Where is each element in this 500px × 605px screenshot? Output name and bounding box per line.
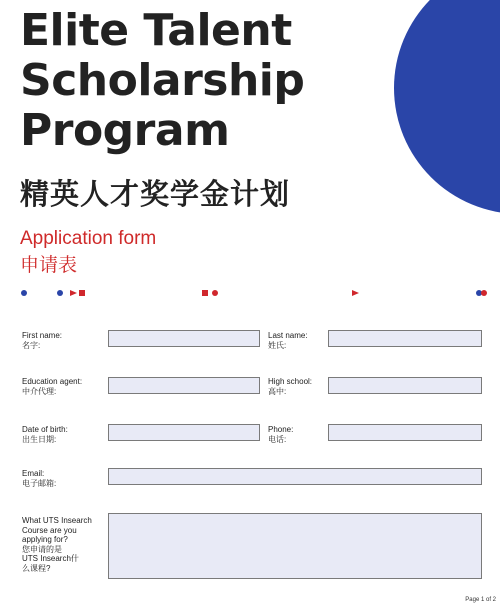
- last-name-field[interactable]: [328, 330, 482, 347]
- title-line-2: Scholarship: [20, 55, 305, 106]
- blue-dot-icon: [57, 290, 63, 296]
- page-title-chinese: 精英人才奖学金计划: [20, 177, 291, 211]
- phone-field[interactable]: [328, 424, 482, 441]
- education-agent-field[interactable]: [108, 377, 260, 394]
- course-label: What UTS Insearch Course are you applying for? 您申请的是 UTS Insearch什 么课程?: [22, 516, 92, 573]
- high-school-field[interactable]: [328, 377, 482, 394]
- high-school-label: High school: 高中:: [268, 377, 313, 396]
- date-of-birth-label: Date of birth: 出生日期:: [22, 425, 68, 444]
- form-subtitle-chinese: 申请表: [20, 255, 78, 276]
- course-field[interactable]: [108, 513, 482, 579]
- email-label: Email: 电子邮箱:: [22, 469, 57, 488]
- blue-dot-icon: [21, 290, 27, 296]
- red-square-icon: [79, 290, 85, 296]
- red-square-icon: [202, 290, 208, 296]
- last-name-label: Last name: 姓氏:: [268, 331, 308, 350]
- education-agent-label: Education agent: 中介代理:: [22, 377, 83, 396]
- page-title: [20, 6, 400, 156]
- blue-circle-decoration: [394, 0, 500, 214]
- red-dot-icon: [481, 290, 487, 296]
- email-field[interactable]: [108, 468, 482, 485]
- red-arrow-icon: [352, 290, 359, 296]
- first-name-field[interactable]: [108, 330, 260, 347]
- title-line-3: Program: [20, 105, 230, 156]
- page-number: Page 1 of 2: [465, 597, 496, 603]
- title-line-1: Elite Talent: [20, 5, 292, 56]
- red-arrow-icon: [70, 290, 77, 296]
- phone-label: Phone: 电话:: [268, 425, 294, 444]
- date-of-birth-field[interactable]: [108, 424, 260, 441]
- first-name-label: First name: 名字:: [22, 331, 63, 350]
- form-subtitle: Application form: [20, 228, 157, 249]
- red-dot-icon: [212, 290, 218, 296]
